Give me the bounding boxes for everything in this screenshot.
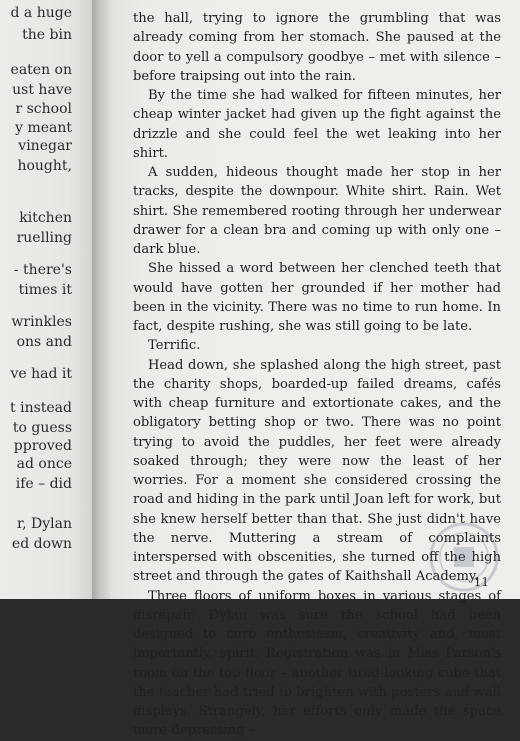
left-page-text-fragment: - there's <box>13 262 72 278</box>
left-page-text-fragment: ed down <box>11 536 72 552</box>
left-page <box>0 0 98 599</box>
left-page-text-fragment: r school <box>15 101 72 117</box>
left-page-text-fragment: the bin <box>22 27 72 43</box>
left-page-text-fragment: to guess <box>12 420 72 436</box>
left-page-text-fragment: y meant <box>15 120 72 136</box>
paragraph: A sudden, hideous thought made her stop in her tracks, despite the downpour. White shirt. Rain. Wet shirt. She remembered rooting through her underwear drawer for a clean bra and coming up with only one – dark blue. <box>133 165 501 257</box>
left-page-text-fragment: vinegar <box>18 138 72 154</box>
left-page-text-fragment: ad once <box>16 456 72 472</box>
right-page <box>110 0 520 739</box>
paragraph: Terrific. <box>148 338 201 354</box>
page-number: 11 <box>473 575 489 589</box>
left-page-text-fragment: ons and <box>16 334 72 350</box>
left-page-text-fragment: d a huge <box>10 5 72 21</box>
paragraph: By the time she had walked for fifteen minutes, her cheap winter jacket had given up the fight against the drizzle and she could feel the wet leaking into her shirt. <box>133 88 501 161</box>
left-page-text-fragment: t instead <box>10 400 72 416</box>
paragraph: the hall, trying to ignore the grumbling that was already coming from her stomach. She paused at the door to yell a compulsory goodbye – met with silence – before traipsing out into the rain. <box>133 11 501 84</box>
left-page-text-fragment: ife – did <box>15 476 72 492</box>
paragraph: Three floors of uniform boxes in various stages of disrepair, Dylan was sure the school had been designed to curb enthusiasm, creativity and, most importantly, spirit. Registration was in Miss Parson's room on the top floor – another tired-looking cube that the teacher had tried to brighten with posters and wall displays. Strangely, her efforts only made the space more depressing – <box>133 588 501 739</box>
left-page-text-fragment: times it <box>18 282 72 298</box>
stamp-watermark-icon <box>428 521 500 593</box>
paragraph: She hissed a word between her clenched teeth that would have gotten her grounded if her mother had been in the vicinity. There was no time to run home. In fact, despite rushing, she was still going to be late. <box>133 261 501 334</box>
left-page-text-fragment: hought, <box>17 158 72 174</box>
left-page-text-fragment: ruelling <box>16 230 72 246</box>
body-text <box>133 9 501 741</box>
left-page-text-fragment: ust have <box>12 82 72 98</box>
left-page-text-fragment: kitchen <box>19 210 72 226</box>
left-page-text-fragment: eaten on <box>10 62 72 78</box>
left-page-text-fragment: r, Dylan <box>16 516 72 532</box>
left-page-text-fragment: pproved <box>13 438 72 454</box>
left-page-text-fragment: ve had it <box>10 366 72 382</box>
left-page-text-fragment: wrinkles <box>11 314 72 330</box>
paragraph: Head down, she splashed along the high street, past the charity shops, boarded-up failed dreams, cafés with cheap furniture and extortionate cakes, and the obligatory betting shop or two. There was no point trying to avoid the puddles, her feet were already soaked through; they were now the least of her worries. For a moment she considered crossing the road and hiding in the park until Joan left for work, but she knew herself better than that. She just didn't have the nerve. Muttering a stream of complaints interspersed with obscenities, she turned off the high street and through the gates of Kaithshall Academy. <box>133 357 501 585</box>
